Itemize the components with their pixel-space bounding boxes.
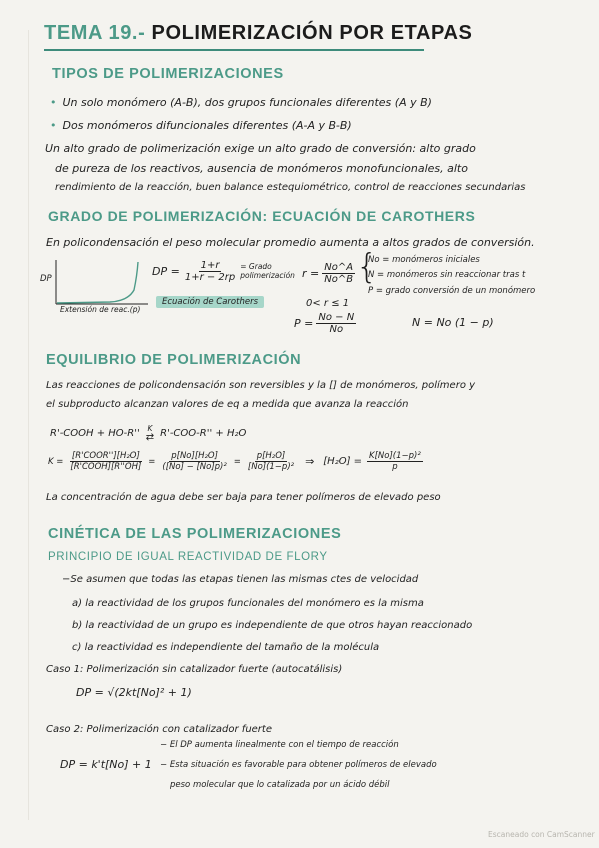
paragraph-line: Un alto grado de polimerización exige un alto grado de conversión: alto grado (45, 142, 476, 155)
k-numerator: p[H₂O] (256, 451, 286, 461)
subsection-heading-flory: PRINCIPIO DE IGUAL REACTIVIDAD DE FLORY (48, 551, 328, 563)
note-text: El DP aumenta linealmente con el tiempo de reacción (169, 740, 399, 750)
paragraph-line: La concentración de agua debe ser baja para tener polímeros de elevado peso (46, 492, 441, 503)
k-fraction (246, 451, 296, 472)
note-line: peso molecular que lo catalizada por un ácido débil (170, 780, 390, 790)
k-equation: K = $\frac{\text{[R'COOR''][H₂O]}}{\text{[R'COOH][R''OH]}}$ = $\frac{\text{p[No][H₂O]}}{\text{([No] − [No]p)²}}$ = $\frac{\text{p[H₂O]}}{\text{[No](1−p)²}}$ ⇒ [H₂O] = $\frac{\text{K[No](1−p)²}}{p}$ (48, 451, 421, 472)
p-label: P = (294, 317, 314, 330)
bullet-item: • Dos monómeros difuncionales diferentes (A-A y B-B) (50, 119, 352, 132)
caso-2-equation: DP = k't[No] + 1 (60, 758, 152, 771)
carothers-equation (152, 260, 295, 283)
list-intro-text: Se asumen que todas las etapas tienen las mismas ctes de velocidad (70, 574, 419, 585)
h2o-label: [H₂O] = (323, 456, 363, 467)
list-item: b) la reactividad de un grupo es independiente de que otros hayan reaccionado (72, 620, 473, 631)
ecuacion-carothers-tag: Ecuación de Carothers (156, 296, 264, 308)
implies-arrow: ⇒ (305, 455, 315, 468)
h2o-fraction (367, 451, 423, 472)
p-equation (294, 312, 356, 335)
caso-1-equation: DP = √(2kt[No]² + 1) (76, 686, 192, 699)
section-heading-equilibrio: EQUILIBRIO DE POLIMERIZACIÓN (46, 352, 302, 368)
p-fraction (316, 312, 356, 335)
caso-1: Caso 1: Polimerización sin catalizador fuerte (autocatálisis) (46, 664, 343, 675)
note-line: − El DP aumenta linealmente con el tiempo de reacción (160, 740, 399, 750)
bullet-item: • Un solo monómero (A-B), dos grupos funcionales diferentes (A y B) (50, 96, 432, 109)
dp-numerator: 1+r (200, 260, 220, 271)
scanner-watermark: Escaneado con CamScanner (488, 830, 595, 839)
grado-label-line: polimerización (240, 270, 295, 280)
k-fraction (68, 451, 143, 472)
legend-line: No = monómeros iniciales (368, 255, 480, 265)
k-fraction (160, 451, 228, 472)
k-label: K = (48, 456, 64, 467)
r-numerator: No^A (324, 262, 354, 273)
paragraph-line: rendimiento de la reacción, buen balance estequiométrico, control de reacciones secundarias (55, 182, 526, 193)
graph-x-label: Extensión de reac.(p) (60, 305, 141, 314)
r-denominator: No^B (324, 274, 354, 285)
paragraph-line: de pureza de los reactivos, ausencia de monómeros monofuncionales, alto (55, 162, 468, 175)
reaction-left: R'-COOH + HO-R'' (50, 428, 140, 440)
dp-vs-p-graph (40, 258, 150, 316)
list-item: c) la reactividad es independiente del tamaño de la molécula (72, 642, 380, 653)
note-text: Esta situación es favorable para obtener polímeros de elevado (169, 760, 437, 770)
r-equation (302, 262, 355, 285)
dp-fraction (183, 260, 237, 283)
list-item: a) la reactividad de los grupos funcionales del monómero es la misma (72, 598, 424, 609)
dp-label: DP = (152, 265, 180, 278)
p-denominator: No (329, 324, 344, 335)
r-range: 0< r ≤ 1 (306, 298, 350, 309)
note-line: − Esta situación es favorable para obtener polímeros de elevado (160, 760, 437, 770)
section-heading-cinetica: CINÉTICA DE LAS POLIMERIZACIONES (48, 526, 342, 542)
reaction-right: R'-COO-R'' + H₂O (160, 428, 247, 440)
list-intro: −Se asumen que todas las etapas tienen las mismas ctes de velocidad (62, 574, 419, 585)
k-denominator: ([No] − [No]p)² (162, 462, 227, 472)
legend-line: N = monómeros sin reaccionar tras t (368, 270, 526, 280)
page-title (44, 22, 472, 45)
reaction-equation (50, 426, 246, 442)
k-numerator: p[No][H₂O] (171, 451, 218, 461)
k-numerator: [R'COOR''][H₂O] (71, 451, 140, 461)
equilibrium-constant-label: K (147, 424, 153, 433)
equilibrium-arrow (146, 426, 154, 442)
h2o-denominator: p (392, 462, 398, 472)
title-text: POLIMERIZACIÓN POR ETAPAS (151, 22, 473, 44)
paragraph-line: En policondensación el peso molecular promedio aumenta a altos grados de conversión. (46, 236, 535, 249)
double-arrow-icon: ⇄ (145, 431, 155, 443)
legend-line: P = grado conversión de un monómero (368, 286, 536, 296)
caso-2: Caso 2: Polimerización con catalizador fuerte (46, 724, 272, 735)
margin-line (28, 30, 29, 820)
r-fraction (322, 262, 355, 285)
title-prefix: TEMA 19.- (44, 22, 146, 44)
grado-label (240, 263, 295, 280)
section-heading-carothers: GRADO DE POLIMERIZACIÓN: ECUACIÓN DE CAROTHERS (48, 208, 476, 224)
title-underline (44, 49, 424, 51)
n-equation: N = No (1 − p) (412, 316, 494, 329)
p-numerator: No − N (318, 312, 355, 323)
h2o-numerator: K[No](1−p)² (369, 451, 421, 461)
section-heading-tipos: TIPOS DE POLIMERIZACIONES (52, 66, 284, 82)
paragraph-line: Las reacciones de policondensación son reversibles y la [] de monómeros, polímero y (46, 380, 476, 391)
r-label: r = (302, 267, 320, 280)
k-denominator: [No](1−p)² (247, 462, 295, 472)
k-denominator: [R'COOH][R''OH] (70, 462, 142, 472)
grado-label-line: = Grado (240, 262, 272, 272)
graph-y-label: DP (40, 274, 52, 284)
paragraph-line: el subproducto alcanzan valores de eq a medida que avanza la reacción (46, 399, 409, 410)
dp-denominator: 1+r − 2rp (184, 272, 236, 283)
brace-icon: { (356, 247, 378, 287)
